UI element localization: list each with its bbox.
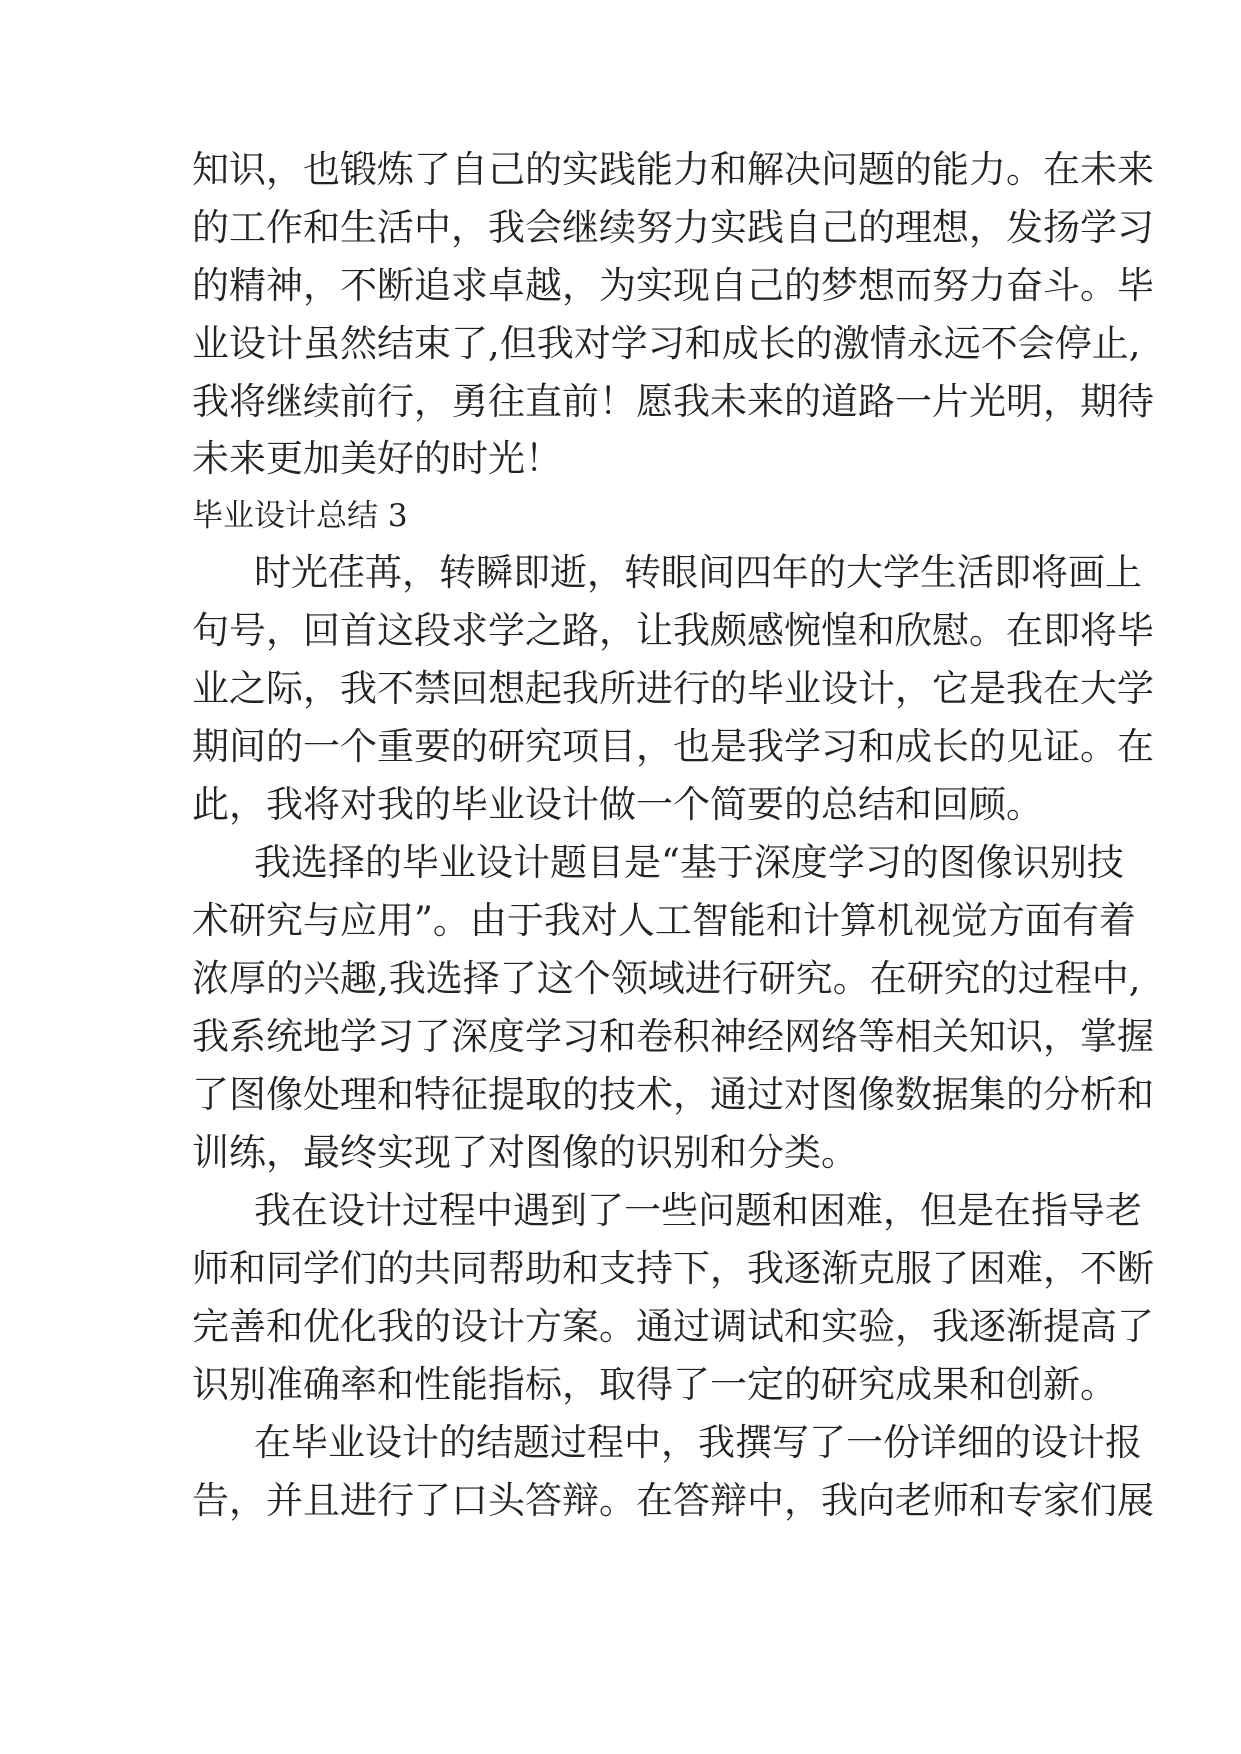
text-line: 知识，也锻炼了自己的实践能力和解决问题的能力。在未来 [192,148,1154,191]
text-line: 术研究与应用”。由于我对人工智能和计算机视觉方面有着 [192,899,1136,942]
text-line: 未来更加美好的时光！ [192,437,562,480]
text-line: 业之际，我不禁回想起我所进行的毕业设计，它是我在大学 [192,667,1154,710]
text-line: 训练，最终实现了对图像的识别和分类。 [192,1131,858,1174]
text-line: 识别准确率和性能指标，取得了一定的研究成果和创新。 [192,1363,1117,1406]
text-line: 我将继续前行，勇往直前！愿我未来的道路一片光明，期待 [192,380,1154,423]
text-line: 完善和优化我的设计方案。通过调试和实验，我逐渐提高了 [192,1305,1154,1348]
text-line: 浓厚的兴趣,我选择了这个领域进行研究。在研究的过程中, [192,957,1141,1000]
paragraph-first-line: 在毕业设计的结题过程中，我撰写了一份详细的设计报 [254,1421,1142,1464]
text-line: 师和同学们的共同帮助和支持下，我逐渐克服了困难，不断 [192,1247,1154,1290]
text-line: 告，并且进行了口头答辩。在答辩中，我向老师和专家们展 [192,1479,1154,1522]
text-line: 句号，回首这段求学之路，让我颇感惋惶和欣慰。在即将毕 [192,609,1154,652]
paragraph-first-line: 我选择的毕业设计题目是“基于深度学习的图像识别技 [254,841,1124,884]
text-line: 了图像处理和特征提取的技术，通过对图像数据集的分析和 [192,1073,1154,1116]
paragraph-first-line: 时光荏苒，转瞬即逝，转眼间四年的大学生活即将画上 [254,551,1142,594]
text-line: 的工作和生活中，我会继续努力实践自己的理想，发扬学习 [192,206,1154,249]
text-line: 我系统地学习了深度学习和卷积神经网络等相关知识，掌握 [192,1015,1154,1058]
text-line: 此，我将对我的毕业设计做一个简要的总结和回顾。 [192,783,1043,826]
text-line: 的精神，不断追求卓越，为实现自己的梦想而努力奋斗。毕 [192,264,1154,307]
text-line: 期间的一个重要的研究项目，也是我学习和成长的见证。在 [192,725,1154,768]
paragraph-first-line: 我在设计过程中遇到了一些问题和困难，但是在指导老 [254,1189,1142,1232]
text-line: 业设计虽然结束了,但我对学习和成长的激情永远不会停止, [192,322,1141,365]
section-title: 毕业设计总结 3 [192,498,408,534]
